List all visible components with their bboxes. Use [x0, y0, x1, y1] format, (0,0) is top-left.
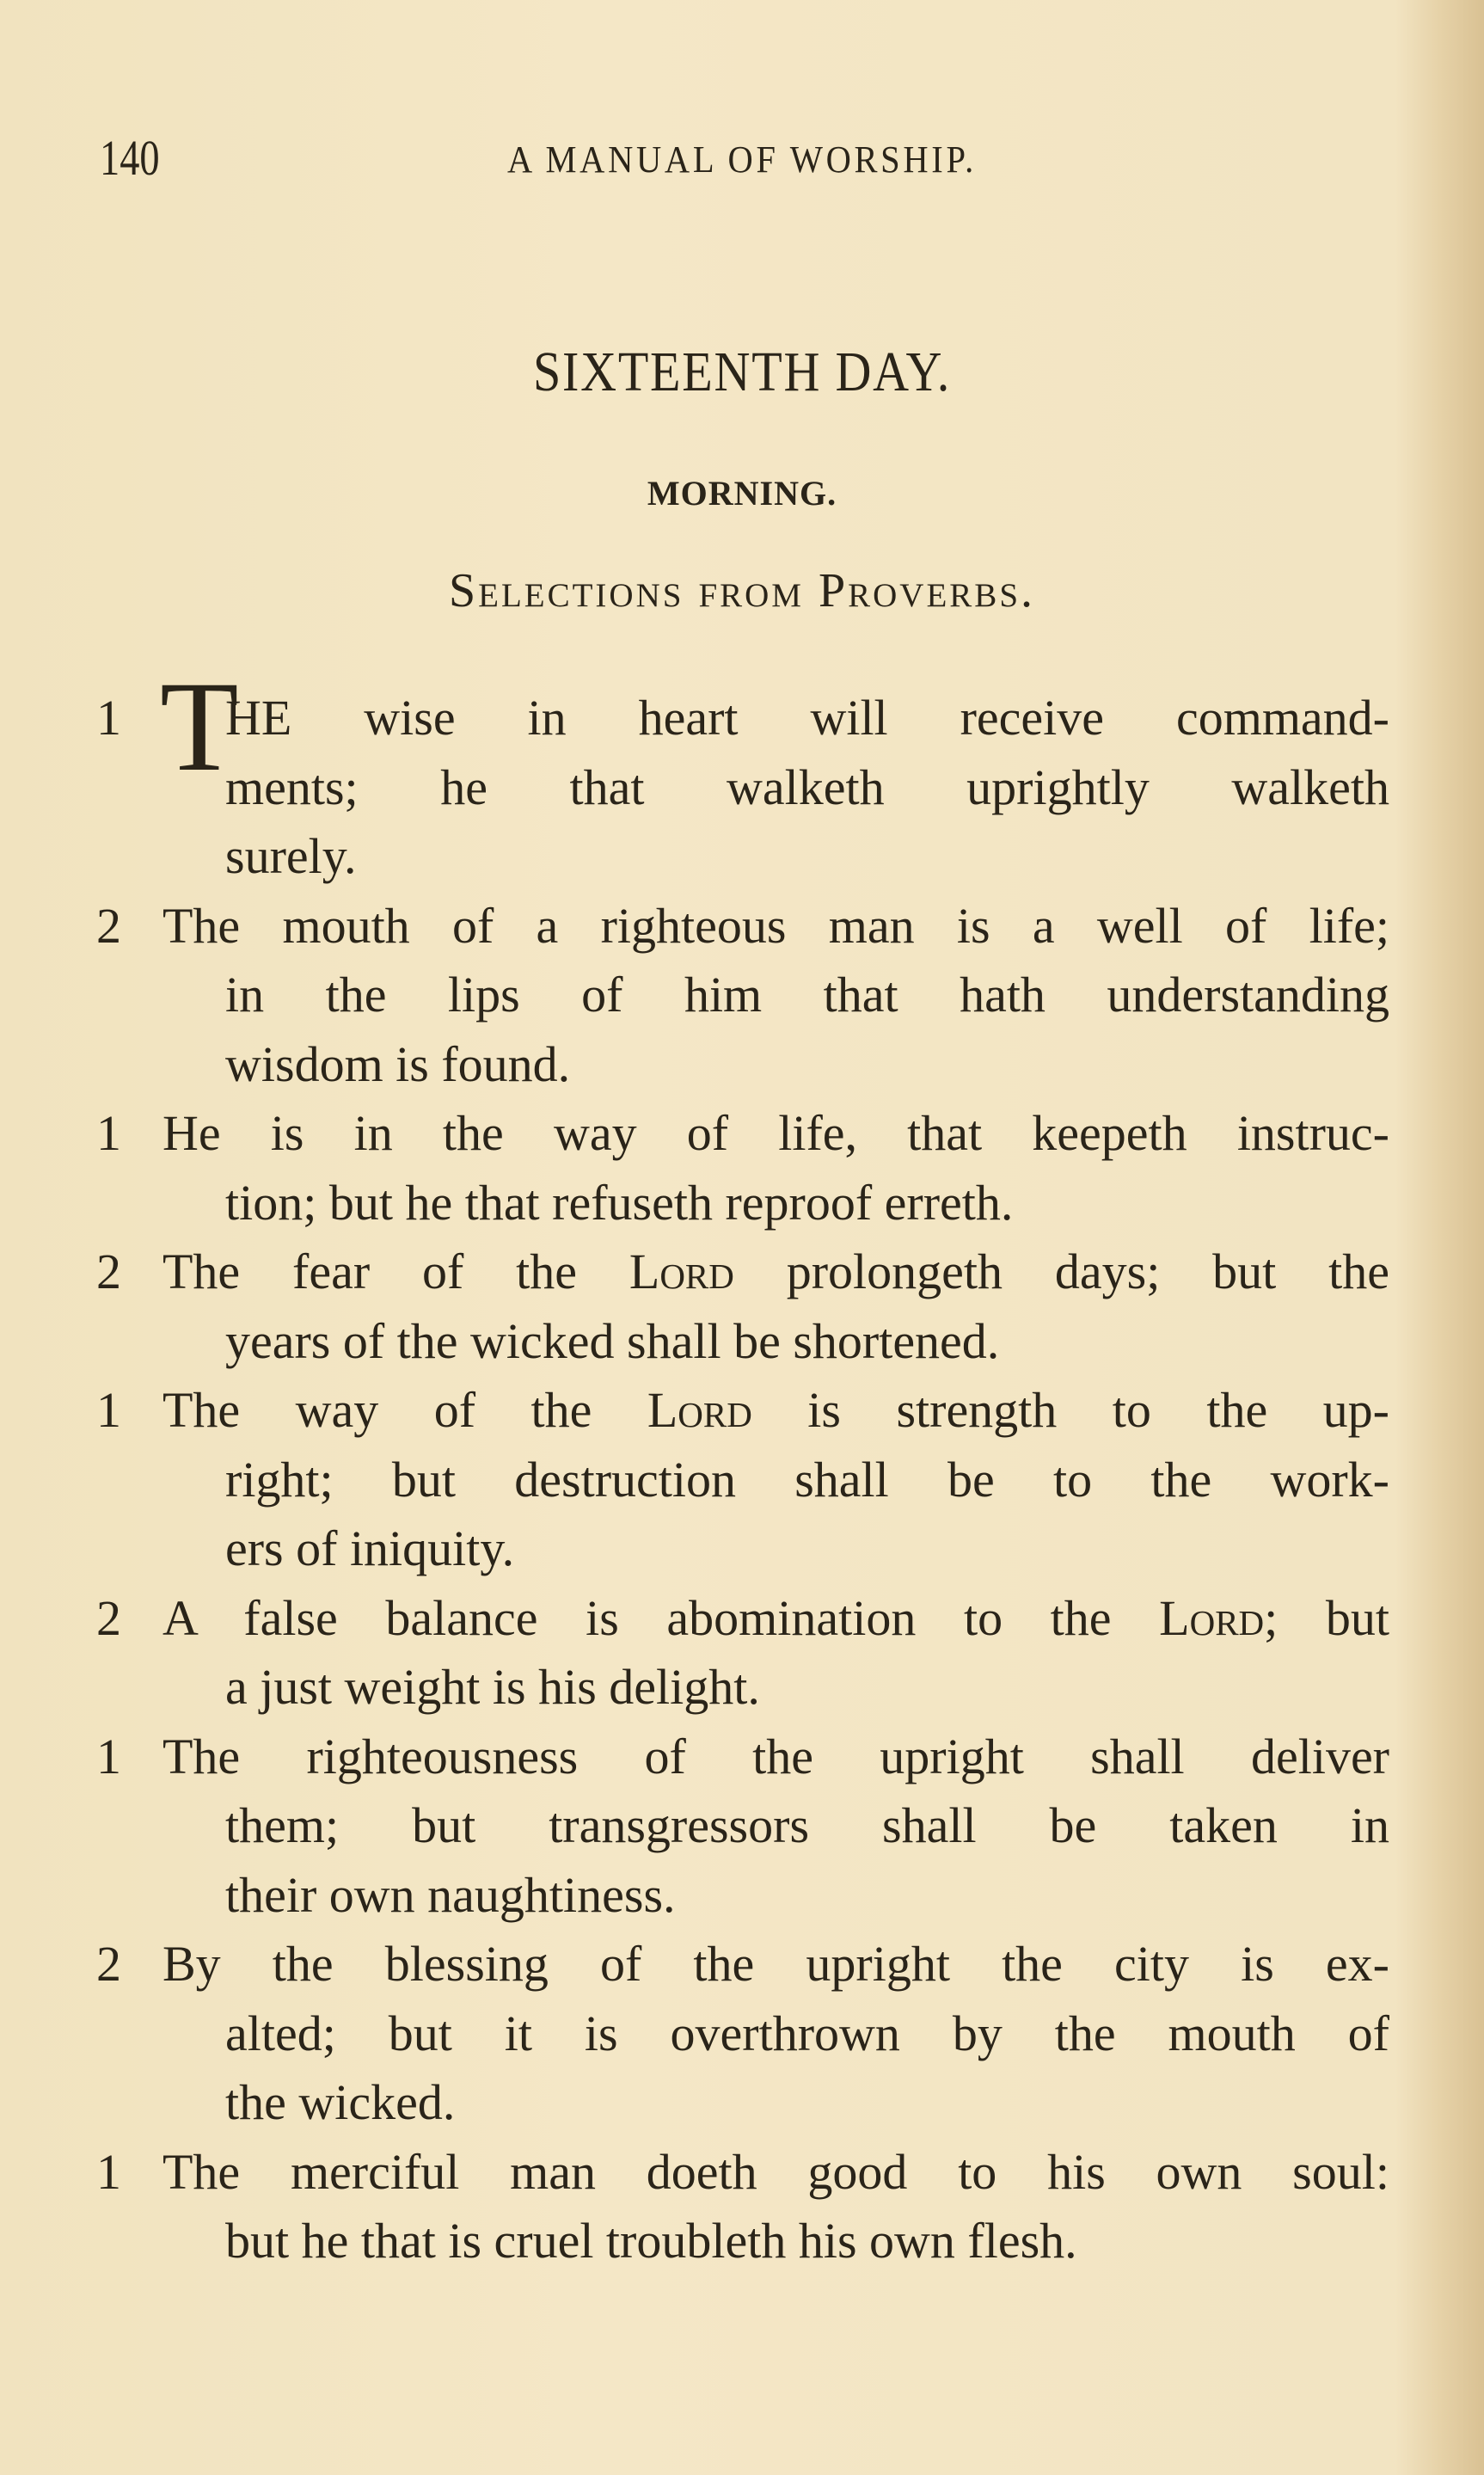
subtitle: Selections from Proverbs.: [448, 564, 1036, 617]
verse-line: The righteousness of the upright shall deliver: [163, 1728, 1389, 1784]
verse-line: the wicked.: [225, 2074, 456, 2130]
verse-line: The way of the Lord is strength to the up-: [163, 1382, 1389, 1438]
verse-line: wisdom is found.: [225, 1035, 571, 1092]
verse-line: A false balance is abomination to the Lord; but: [163, 1589, 1389, 1646]
verse-line: The mouth of a righteous man is a well of life;: [163, 897, 1389, 954]
verse-number: 1: [96, 1382, 121, 1438]
verse-line: but he that is cruel troubleth his own flesh.: [225, 2213, 1077, 2269]
lord-small-caps: Lord: [629, 1244, 734, 1299]
verse-line: them; but transgressors shall be taken in: [225, 1797, 1389, 1853]
day-title: SIXTEENTH DAY.: [532, 341, 952, 403]
verse-line: years of the wicked shall be shortened.: [225, 1312, 1000, 1369]
verse-number: 1: [96, 2143, 121, 2200]
verse-line: He is in the way of life, that keepeth instruc-: [163, 1105, 1389, 1161]
running-title: A MANUAL OF WORSHIP.: [507, 138, 977, 181]
verse-line: HE wise in heart will receive command-: [225, 690, 1389, 746]
verse-line: ments; he that walketh uprightly walketh: [225, 758, 1389, 815]
drop-cap: T: [160, 655, 239, 798]
verse-line: alted; but it is overthrown by the mouth of: [225, 2005, 1389, 2061]
verse-line: The merciful man doeth good to his own soul:: [163, 2143, 1389, 2200]
verse-number: 2: [96, 1936, 121, 1992]
section-heading: MORNING.: [647, 474, 837, 513]
verse-line: The fear of the Lord prolongeth days; but the: [163, 1244, 1389, 1299]
verse-line: right; but destruction shall be to the work-: [225, 1451, 1389, 1508]
verse-number: 1: [96, 1728, 121, 1784]
verse-number: 2: [96, 1589, 121, 1646]
verse-line: ers of iniquity.: [225, 1520, 515, 1576]
lord-small-caps: Lord: [1159, 1589, 1265, 1646]
page-number: 140: [100, 130, 160, 186]
verse-line: surely.: [225, 828, 357, 884]
verse-number: 1: [96, 1105, 121, 1161]
verse-line: By the blessing of the upright the city is ex-: [163, 1936, 1389, 1992]
verse-line: their own naughtiness.: [225, 1866, 676, 1923]
verse-number: 2: [96, 1244, 121, 1299]
verse-line: tion; but he that refuseth reproof erreth.: [225, 1174, 1014, 1231]
verse-line: a just weight is his delight.: [225, 1659, 760, 1715]
verse-line: in the lips of him that hath understanding: [225, 967, 1389, 1023]
verse-number: 1: [96, 690, 121, 746]
lord-small-caps: Lord: [647, 1382, 752, 1438]
verse-number: 2: [96, 897, 121, 954]
